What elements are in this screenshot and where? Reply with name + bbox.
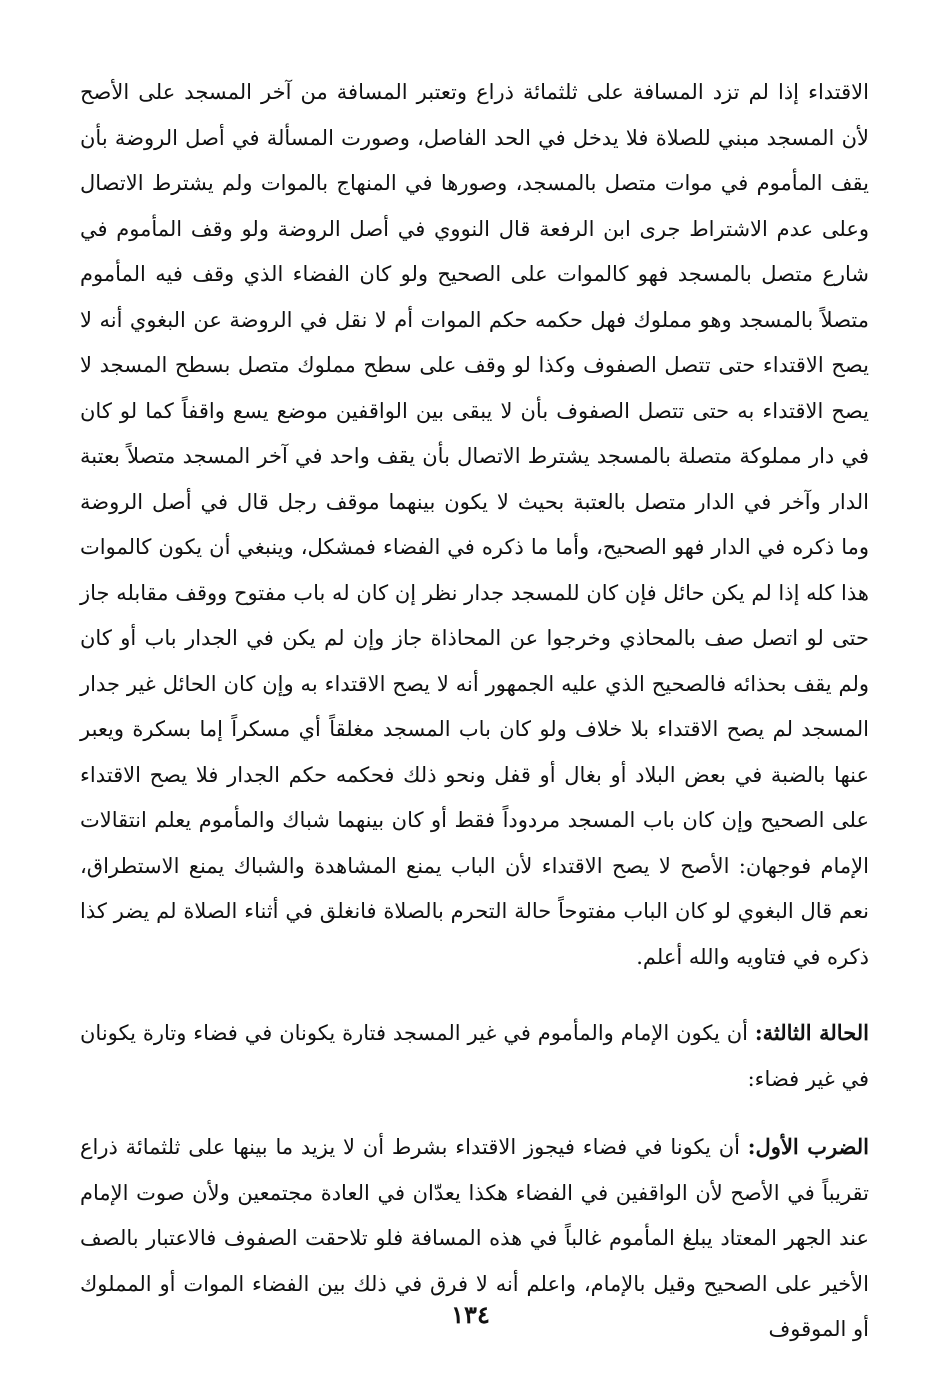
paragraph-text: الاقتداء إذا لم تزد المسافة على ثلثمائة ذراع وتعتبر المسافة من آخر المسجد على الأصح لأن المسجد مبني للصلاة فلا يدخل في الحد الفاصل، وصورت المسألة في أصل الروضة بأن يقف المأموم في موات متصل بالمسجد، وصورها في المنهاج بالموات ولم يشترط الاتصال وعلى عدم الاشتراط جرى ابن الرفعة قال النووي في أصل الروضة ولو وقف المأموم في شارع متصل بالمسجد فهو كالموات على الصحيح ولو كان الفضاء الذي وقف فيه المأموم متصلاً بالمسجد وهو مملوك فهل حكمه حكم الموات أم لا نقل في الروضة عن البغوي أنه لا يصح الاقتداء حتى تتصل الصفوف وكذا لو وقف على سطح مملوك متصل بسطح المسجد لا يصح الاقتداء به حتى تتصل الصفوف بأن لا يبقى بين الواقفين موضع يسع واقفاً كما لو كان في دار مملوكة متصلة بالمسجد يشترط الاتصال بأن يقف واحد في آخر المسجد متصلاً بعتبة الدار وآخر في الدار متصل بالعتبة بحيث لا يكون بينهما موقف رجل قال في أصل الروضة وما ذكره في الدار فهو الصحيح، وأما ما ذكره في الفضاء فمشكل، وينبغي أن يكون كالموات هذا كله إذا لم يكن حائل فإن كان للمسجد جدار نظر إن كان له باب مفتوح ووقف مقابله جاز حتى لو اتصل صف بالمحاذي وخرجوا عن المحاذاة جاز وإن لم يكن في الجدار باب أو كان ولم يقف بحذائه فالصحيح الذي عليه الجمهور أنه لا يصح الاقتداء به وإن كان الحائل غير جدار المسجد لم يصح الاقتداء بلا خلاف ولو كان باب المسجد مغلقاً أي مسكراً إما بسكرة ويعبر عنها بالضبة في بعض البلاد أو بغال أو قفل ونحو ذلك فحكمه حكم الجدار فلا يصح الاقتداء على الصحيح وإن كان باب المسجد مردوداً فقط أو كان بينهما شباك والمأموم يعلم انتقالات الإمام فوجهان: الأصح لا يصح الاقتداء لأن الباب يمنع المشاهدة والشباك يمنع الاستطراق، نعم قال البغوي لو كان الباب مفتوحاً حالة التحرم بالصلاة فانغلق في أثناء الصلاة لم يضر كذا ذكره في فتاويه والله أعلم. bbox=[80, 80, 869, 969]
paragraph-text: أن يكونا في فضاء فيجوز الاقتداء بشرط أن لا يزيد ما بينها على ثلثمائة ذراع تقريباً في الأصح لأن الواقفين في الفضاء هكذا يعدّان في العادة مجتمعين ولأن صوت الإمام عند الجهر المعتاد يبلغ المأموم غالباً في هذه المسافة فلو تلاحقت الصفوف فالاعتبار بالصف الأخير على الصحيح وقيل بالإمام، واعلم أنه لا فرق في ذلك بين الفضاء الموات أو المملوك أو الموقوف bbox=[80, 1135, 869, 1341]
section-heading-case-three: الحالة الثالثة: bbox=[754, 1020, 869, 1045]
section-heading-type-one: الضرب الأول: bbox=[747, 1134, 870, 1159]
paragraph-continuation bbox=[80, 70, 869, 980]
paragraph-text: أن يكون الإمام والمأموم في غير المسجد فتارة يكونان في فضاء وتارة يكونان في غير فضاء: bbox=[80, 1021, 869, 1091]
paragraph-case-three bbox=[80, 1010, 869, 1102]
page-body bbox=[80, 70, 869, 1353]
page-number: ١٣٤ bbox=[451, 1300, 490, 1329]
